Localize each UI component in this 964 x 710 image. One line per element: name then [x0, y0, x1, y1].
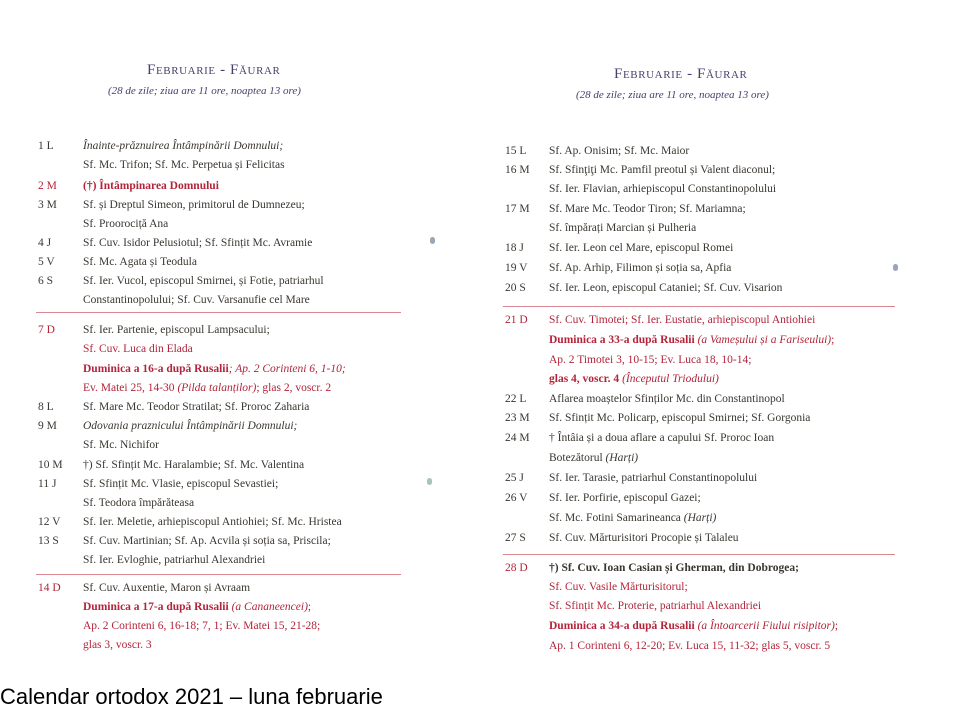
- day-label: 6 S: [38, 275, 54, 287]
- feast-text: [83, 378, 331, 398]
- day-label: 23 M: [505, 412, 530, 424]
- left-month-title: Februarie - Făurar: [147, 62, 281, 78]
- day-label: 13 S: [38, 535, 59, 547]
- feast-text-main: Sf. Mc. Fotini Samarineanca: [549, 512, 684, 524]
- day-label: 7 D: [38, 324, 55, 336]
- day-label: 19 V: [505, 262, 528, 274]
- feast-text: Ap. 2 Corinteni 6, 16-18; 7, 1; Ev. Matei 15, 21-28;: [83, 620, 321, 632]
- week-separator: [503, 306, 895, 307]
- feast-text: Sf. Cuv. Luca din Elada: [83, 343, 193, 355]
- feast-text: glas 3, voscr. 3: [83, 639, 152, 651]
- day-label: 9 M: [38, 420, 57, 432]
- feast-text: Sf. Ap. Arhip, Filimon și soția sa, Apfia: [549, 262, 732, 274]
- feast-text-note: (a Cananeencei): [231, 601, 308, 613]
- feast-text: Sf. Mare Mc. Teodor Stratilat; Sf. Proroc Zaharia: [83, 401, 310, 413]
- feast-text: Sf. Mc. Nichifor: [83, 439, 160, 451]
- day-label: 27 S: [505, 532, 526, 544]
- day-label: 3 M: [38, 199, 57, 211]
- day-label: 21 D: [505, 314, 528, 326]
- feast-text: [549, 330, 834, 350]
- day-label: 17 M: [505, 203, 530, 215]
- feast-text: Sf. Cuv. Vasile Mărturisitorul;: [549, 581, 688, 593]
- feast-text: Sf. Ier. Meletie, arhiepiscopul Antiohiei; Sf. Mc. Hristea: [83, 516, 342, 528]
- day-label: 8 L: [38, 401, 54, 413]
- feast-text: †) Sf. Sfințit Mc. Haralambie; Sf. Mc. Valentina: [83, 459, 305, 471]
- feast-text: Aflarea moaștelor Sfinților Mc. din Constantinopol: [549, 393, 785, 405]
- week-separator: [36, 574, 401, 575]
- feast-text: Sf. Mc. Trifon; Sf. Mc. Perpetua și Felicitas: [83, 159, 285, 171]
- feast-text-note: ; Ap. 2 Corinteni 6, 1-10;: [228, 363, 346, 375]
- feast-text: Sf. Mc. Agata și Teodula: [83, 256, 197, 268]
- feast-text: Ap. 2 Timotei 3, 10-15; Ev. Luca 18, 10-14;: [549, 354, 752, 366]
- feast-text: † Întâia și a doua aflare a capului Sf. Proroc Ioan: [549, 432, 775, 444]
- day-label: 11 J: [38, 478, 57, 490]
- feast-text: Sf. Ier. Evloghie, patriarhul Alexandriei: [83, 554, 266, 566]
- day-label: 2 M: [38, 180, 57, 192]
- feast-text-note: (Harți): [683, 512, 717, 524]
- feast-text: Sf. Ap. Onisim; Sf. Mc. Maior: [549, 145, 690, 157]
- feast-text: (†) Întâmpinarea Domnului: [83, 180, 219, 192]
- feast-text-tail: ; glas 2, voscr. 2: [256, 382, 332, 394]
- day-label: 5 V: [38, 256, 55, 268]
- feast-text-tail: ;: [307, 601, 312, 613]
- feast-text: Sf. Cuv. Timotei; Sf. Ier. Eustatie, arhiepiscopul Antiohiei: [549, 314, 816, 326]
- day-label: 22 L: [505, 393, 527, 405]
- feast-text-note: (Harți): [605, 452, 639, 464]
- feast-text: Sf. Teodora împărăteasa: [83, 497, 195, 509]
- week-separator: [503, 554, 895, 555]
- day-label: 18 J: [505, 242, 524, 254]
- feast-text: Constantinopolului; Sf. Cuv. Varsanufie cel Mare: [83, 294, 310, 306]
- day-label: 4 J: [38, 237, 52, 249]
- feast-text: [549, 616, 838, 636]
- feast-text: Sf. Ier. Vucol, episcopul Smirnei, și Fotie, patriarhul: [83, 275, 324, 287]
- feast-text: [549, 508, 716, 528]
- day-label: 1 L: [38, 140, 54, 152]
- day-label: 20 S: [505, 282, 526, 294]
- day-label: 28 D: [505, 562, 528, 574]
- feast-text-main: glas 4, voscr. 4: [549, 373, 623, 385]
- feast-text: Sf. Ier. Flavian, arhiepiscopul Constantinopolului: [549, 183, 777, 195]
- feast-text-main: Duminica a 17-a după Rusalii: [83, 601, 232, 613]
- feast-text: Sf. Mare Mc. Teodor Tiron; Sf. Mariamna;: [549, 203, 746, 215]
- feast-text: Sf. Sfințit Mc. Policarp, episcopul Smirnei; Sf. Gorgonia: [549, 412, 811, 424]
- feast-text: Sf. Proorociță Ana: [83, 218, 169, 230]
- feast-text: Ap. 1 Corinteni 6, 12-20; Ev. Luca 15, 11-32; glas 5, voscr. 5: [549, 640, 831, 652]
- day-label: 25 J: [505, 472, 524, 484]
- feast-text: Sf. Cuv. Isidor Pelusiotul; Sf. Sfințit Mc. Avramie: [83, 237, 313, 249]
- feast-text-note: (Începutul Triodului): [622, 373, 719, 385]
- day-label: 12 V: [38, 516, 61, 528]
- feast-text: Sf. Ier. Porfirie, episcopul Gazei;: [549, 492, 701, 504]
- feast-text: Sf. Ier. Leon cel Mare, episcopul Romei: [549, 242, 734, 254]
- feast-text: Sf. Cuv. Martinian; Sf. Ap. Acvila și soția sa, Priscila;: [83, 535, 331, 547]
- feast-text: Odovania praznicului Întâmpinării Domnului;: [83, 420, 298, 432]
- feast-text: Sf. și Dreptul Simeon, primitorul de Dumnezeu;: [83, 199, 305, 211]
- feast-text-note: (a Întoarcerii Fiului risipitor): [697, 620, 835, 632]
- feast-text-main: Duminica a 33-a după Rusalii: [549, 334, 698, 346]
- day-label: 15 L: [505, 145, 527, 157]
- feast-text: Sf. Sfinţiţi Mc. Pamfil preotul și Valent diaconul;: [549, 164, 776, 176]
- right-month-subtitle: (28 de zile; ziua are 11 ore, noaptea 13 ore): [576, 89, 769, 101]
- feast-text-main: Ev. Matei 25, 14-30: [83, 382, 178, 394]
- feast-text: [83, 359, 346, 379]
- feast-text: Sf. Cuv. Mărturisitori Procopie și Talaleu: [549, 532, 739, 544]
- day-label: 14 D: [38, 582, 61, 594]
- feast-text-tail: ;: [834, 620, 839, 632]
- feast-text: [549, 369, 719, 389]
- scan-speck: [893, 264, 898, 271]
- feast-text: [549, 448, 638, 468]
- scan-speck: [430, 237, 435, 244]
- feast-text-tail: ;: [831, 334, 835, 346]
- feast-text: Sf. Ier. Partenie, episcopul Lampsacului;: [83, 324, 270, 336]
- feast-text: Sf. împărați Marcian și Pulheria: [549, 222, 697, 234]
- day-label: 24 M: [505, 432, 530, 444]
- day-label: 26 V: [505, 492, 528, 504]
- feast-text: Sf. Cuv. Auxentie, Maron și Avraam: [83, 582, 251, 594]
- left-month-subtitle: (28 de zile; ziua are 11 ore, noaptea 13 ore): [108, 85, 301, 97]
- scan-speck: [427, 478, 432, 485]
- feast-text-main: Duminica a 16-a după Rusalii: [83, 363, 229, 375]
- feast-text: [83, 597, 311, 617]
- image-caption: Calendar ortodox 2021 – luna februarie: [0, 684, 383, 709]
- day-label: 10 M: [38, 459, 63, 471]
- feast-text-main: Botezătorul: [549, 452, 606, 464]
- feast-text-main: Duminica a 34-a după Rusalii: [549, 620, 698, 632]
- feast-text-note: (a Vameșului și a Fariseului): [697, 334, 832, 346]
- feast-text: Sf. Ier. Tarasie, patriarhul Constantinopolului: [549, 472, 758, 484]
- feast-text: †) Sf. Cuv. Ioan Casian și Gherman, din Dobrogea;: [549, 562, 799, 574]
- right-month-title: Februarie - Făurar: [614, 66, 748, 82]
- day-label: 16 M: [505, 164, 530, 176]
- feast-text-note: (Pilda talanților): [177, 382, 257, 394]
- feast-text: Sf. Ier. Leon, episcopul Cataniei; Sf. Cuv. Visarion: [549, 282, 783, 294]
- week-separator: [36, 312, 401, 313]
- feast-text: Sf. Sfințit Mc. Vlasie, episcopul Sevastiei;: [83, 478, 279, 490]
- feast-text: Sf. Sfințit Mc. Proterie, patriarhul Alexandriei: [549, 600, 762, 612]
- feast-text: Înainte-prăznuirea Întâmpinării Domnului;: [83, 140, 284, 152]
